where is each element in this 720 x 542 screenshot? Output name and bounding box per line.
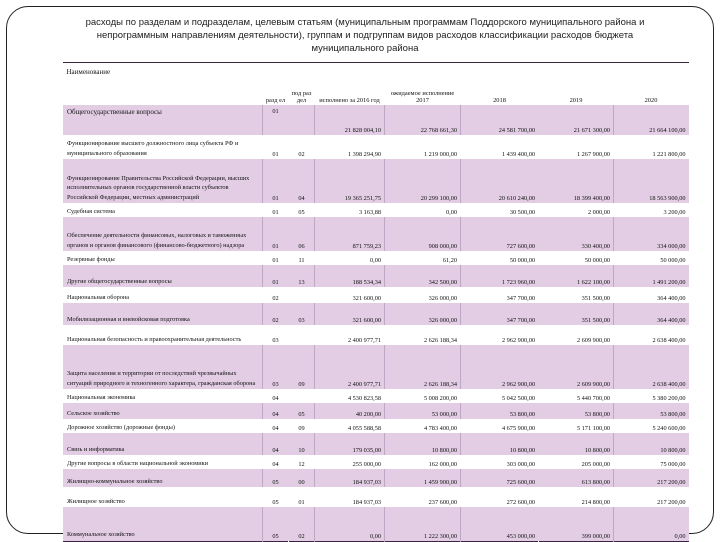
row-razdel: 02: [263, 287, 289, 303]
row-podrazdel: 02: [289, 507, 315, 541]
row-podrazdel: 00: [289, 469, 315, 487]
table-row: [63, 105, 689, 135]
table-row: [63, 159, 689, 203]
row-razdel: 04: [263, 433, 289, 455]
row-podrazdel: [289, 105, 315, 135]
table-row: [63, 325, 689, 345]
row-podrazdel: 04: [289, 159, 315, 203]
header-2020: 2020: [644, 97, 658, 104]
table-row: [63, 135, 689, 159]
row-2020: 2 638 400,00: [614, 345, 689, 389]
row-2018: 30 500,00: [461, 203, 539, 217]
table-row: [63, 419, 689, 433]
row-razdel: 01: [263, 251, 289, 265]
table-row: [63, 303, 689, 325]
row-2016: 2 400 977,71: [315, 325, 385, 345]
row-2016: 184 937,03: [315, 469, 385, 487]
row-2016: 4 055 588,58: [315, 419, 385, 433]
row-podrazdel: 13: [289, 265, 315, 287]
row-2018: 10 800,00: [461, 433, 539, 455]
row-2017: 2 626 188,34: [385, 325, 461, 345]
row-podrazdel: 10: [289, 433, 315, 455]
table-header-row: [63, 63, 689, 106]
row-2020: 334 000,00: [614, 217, 689, 251]
row-2020: 2 638 400,00: [614, 325, 689, 345]
row-razdel: 03: [263, 345, 289, 389]
table-row: [63, 287, 689, 303]
row-2017: 4 783 400,00: [385, 419, 461, 433]
row-name: Другие общегосударственные вопросы: [63, 265, 263, 287]
row-2019: 1 622 100,00: [539, 265, 614, 287]
row-razdel: 01: [263, 217, 289, 251]
row-2016: 321 600,00: [315, 303, 385, 325]
row-2020: 5 380 200,00: [614, 389, 689, 403]
row-podrazdel: [289, 287, 315, 303]
row-2016: 21 828 004,10: [315, 105, 385, 135]
row-2018: 727 600,00: [461, 217, 539, 251]
row-2017: 22 768 661,30: [385, 105, 461, 135]
row-podrazdel: 09: [289, 345, 315, 389]
row-2020: 217 200,00: [614, 487, 689, 507]
row-name: Сельское хозяйство: [63, 403, 263, 419]
row-name: Национальная безопасность и правоохранительная деятельность: [63, 325, 263, 345]
row-name: Национальная оборона: [63, 287, 263, 303]
row-2019: 2 609 900,00: [539, 345, 614, 389]
row-podrazdel: 02: [289, 135, 315, 159]
row-2016: 184 937,03: [315, 487, 385, 507]
row-2019: 10 800,00: [539, 433, 614, 455]
row-2016: 188 534,34: [315, 265, 385, 287]
row-2018: 303 000,00: [461, 455, 539, 469]
table-row: [63, 217, 689, 251]
row-razdel: 01: [263, 159, 289, 203]
header-2016: исполнено за 2016 год: [319, 97, 380, 104]
row-2020: 3 200,00: [614, 203, 689, 217]
row-2020: 0,00: [614, 507, 689, 541]
row-2020: 21 664 100,00: [614, 105, 689, 135]
row-2017: 326 000,00: [385, 303, 461, 325]
table-row: [63, 403, 689, 419]
row-2016: 0,00: [315, 507, 385, 541]
row-name: Национальная экономика: [63, 389, 263, 403]
row-razdel: 04: [263, 455, 289, 469]
row-2016: 3 163,88: [315, 203, 385, 217]
row-razdel: 05: [263, 469, 289, 487]
table-row: [63, 389, 689, 403]
row-2017: 2 626 188,34: [385, 345, 461, 389]
row-name: Другие вопросы в области национальной экономики: [63, 455, 263, 469]
row-2019: 214 800,00: [539, 487, 614, 507]
row-razdel: 02: [263, 303, 289, 325]
row-2018: 50 000,00: [461, 251, 539, 265]
row-2017: 1 222 300,00: [385, 507, 461, 541]
row-2020: 1 221 800,00: [614, 135, 689, 159]
row-2020: 364 400,00: [614, 287, 689, 303]
row-2016: 0,00: [315, 251, 385, 265]
row-podrazdel: 05: [289, 203, 315, 217]
row-2020: 364 400,00: [614, 303, 689, 325]
row-name: Общегосударственные вопросы: [63, 105, 263, 135]
header-name: Наименование: [66, 68, 111, 76]
row-2016: 2 400 977,71: [315, 345, 385, 389]
row-name: Судебная система: [63, 203, 263, 217]
row-2017: 0,00: [385, 203, 461, 217]
row-2019: 613 800,00: [539, 469, 614, 487]
row-2017: 1 219 000,00: [385, 135, 461, 159]
table-row: [63, 251, 689, 265]
page-title: расходы по разделам и подразделам, целевым статьям (муниципальным программам Поддорского муниципального района и непрограммным направлениям деятельности), группам и подгруппам видов расходов классификации расходов бюджета муниципального района: [85, 17, 645, 54]
row-2019: 5 171 100,00: [539, 419, 614, 433]
row-name: Мобилизационная и вневойсковая подготовка: [63, 303, 263, 325]
table-row: [63, 345, 689, 389]
header-2019: 2019: [569, 97, 583, 104]
row-2016: 19 365 251,75: [315, 159, 385, 203]
row-podrazdel: 03: [289, 303, 315, 325]
table-row: [63, 203, 689, 217]
row-razdel: 01: [263, 105, 289, 135]
budget-table-container: [62, 62, 688, 542]
row-2019: 351 500,00: [539, 287, 614, 303]
row-2017: 342 500,00: [385, 265, 461, 287]
row-podrazdel: [289, 325, 315, 345]
row-razdel: 01: [263, 203, 289, 217]
row-2018: 5 042 500,00: [461, 389, 539, 403]
row-2018: 1 439 400,00: [461, 135, 539, 159]
row-razdel: 05: [263, 487, 289, 507]
row-razdel: 05: [263, 507, 289, 541]
table-row: [63, 265, 689, 287]
row-2019: 399 000,00: [539, 507, 614, 541]
row-2016: 871 759,23: [315, 217, 385, 251]
row-2016: 4 530 823,58: [315, 389, 385, 403]
row-2017: 53 000,00: [385, 403, 461, 419]
row-razdel: 03: [263, 325, 289, 345]
budget-table: [62, 62, 689, 542]
table-row: [63, 469, 689, 487]
table-row: [63, 433, 689, 455]
table-row: [63, 455, 689, 469]
row-razdel: 04: [263, 389, 289, 403]
table-body: [63, 105, 689, 541]
table-row: [63, 487, 689, 507]
row-2019: 5 440 700,00: [539, 389, 614, 403]
row-2018: 20 610 240,00: [461, 159, 539, 203]
row-2019: 2 000,00: [539, 203, 614, 217]
row-2017: 10 800,00: [385, 433, 461, 455]
row-2019: 330 400,00: [539, 217, 614, 251]
row-2019: 2 609 900,00: [539, 325, 614, 345]
row-2017: 20 299 100,00: [385, 159, 461, 203]
header-razdel: разд ел: [265, 97, 286, 104]
row-name: Жилищное хозяйство: [63, 487, 263, 507]
row-2017: 326 000,00: [385, 287, 461, 303]
row-name: Дорожное хозяйство (дорожные фонды): [63, 419, 263, 433]
row-name: Защита населения и территории от последствий чрезвычайных ситуаций природного и техногенного характера, гражданская оборона: [63, 345, 263, 389]
row-podrazdel: 01: [289, 487, 315, 507]
header-2017: ожидаемое исполнение 2017: [390, 90, 455, 104]
row-name: Функционирование высшего должностного лица субъекта РФ и муниципального образования: [63, 135, 263, 159]
row-podrazdel: 09: [289, 419, 315, 433]
row-2019: 205 000,00: [539, 455, 614, 469]
row-2020: 5 240 600,00: [614, 419, 689, 433]
row-2018: 347 700,00: [461, 287, 539, 303]
row-2018: 453 000,00: [461, 507, 539, 541]
row-2019: 351 500,00: [539, 303, 614, 325]
row-2020: 50 000,00: [614, 251, 689, 265]
row-2019: 21 671 300,00: [539, 105, 614, 135]
row-2018: 725 600,00: [461, 469, 539, 487]
row-name: Функционирование Правительства Российской Федерации, высших исполнительных органов государственной власти субъектов Российской Федерации, местных администраций: [63, 159, 263, 203]
row-2018: 4 675 900,00: [461, 419, 539, 433]
row-razdel: 01: [263, 265, 289, 287]
row-podrazdel: 12: [289, 455, 315, 469]
row-2017: 1 459 900,00: [385, 469, 461, 487]
row-2018: 2 962 900,00: [461, 325, 539, 345]
row-2017: 61,20: [385, 251, 461, 265]
row-2018: 1 723 960,00: [461, 265, 539, 287]
row-name: Жилищно-коммунальное хозяйство: [63, 469, 263, 487]
row-2019: 1 267 900,00: [539, 135, 614, 159]
row-2018: 53 800,00: [461, 403, 539, 419]
row-podrazdel: 11: [289, 251, 315, 265]
row-2019: 53 800,00: [539, 403, 614, 419]
row-2020: 217 200,00: [614, 469, 689, 487]
row-2016: 321 600,00: [315, 287, 385, 303]
row-2020: 10 800,00: [614, 433, 689, 455]
row-2018: 272 600,00: [461, 487, 539, 507]
row-2016: 255 000,00: [315, 455, 385, 469]
row-2016: 1 398 294,90: [315, 135, 385, 159]
row-2018: 347 700,00: [461, 303, 539, 325]
row-razdel: 04: [263, 403, 289, 419]
header-2018: 2018: [493, 97, 506, 104]
row-name: Связь и информатика: [63, 433, 263, 455]
row-2016: 179 035,00: [315, 433, 385, 455]
row-name: Коммунальное хозяйство: [63, 507, 263, 541]
table-row: [63, 507, 689, 541]
row-2018: 2 962 900,00: [461, 345, 539, 389]
row-podrazdel: [289, 389, 315, 403]
row-razdel: 04: [263, 419, 289, 433]
row-2017: 5 008 200,00: [385, 389, 461, 403]
row-2019: 18 399 400,00: [539, 159, 614, 203]
row-2020: 75 000,00: [614, 455, 689, 469]
row-2017: 237 600,00: [385, 487, 461, 507]
row-2017: 162 000,00: [385, 455, 461, 469]
row-name: Обеспечение деятельности финансовых, налоговых и таможенных органов и органов финансового (финансово-бюджетного) надзора: [63, 217, 263, 251]
row-2018: 24 581 700,00: [461, 105, 539, 135]
row-2020: 18 563 900,00: [614, 159, 689, 203]
row-2019: 50 000,00: [539, 251, 614, 265]
row-2016: 40 200,00: [315, 403, 385, 419]
row-2017: 908 000,00: [385, 217, 461, 251]
row-2020: 53 800,00: [614, 403, 689, 419]
header-podrazdel: под раз дел: [291, 90, 312, 104]
row-podrazdel: 05: [289, 403, 315, 419]
row-name: Резервные фонды: [63, 251, 263, 265]
row-2020: 1 491 200,00: [614, 265, 689, 287]
row-podrazdel: 06: [289, 217, 315, 251]
row-razdel: 01: [263, 135, 289, 159]
